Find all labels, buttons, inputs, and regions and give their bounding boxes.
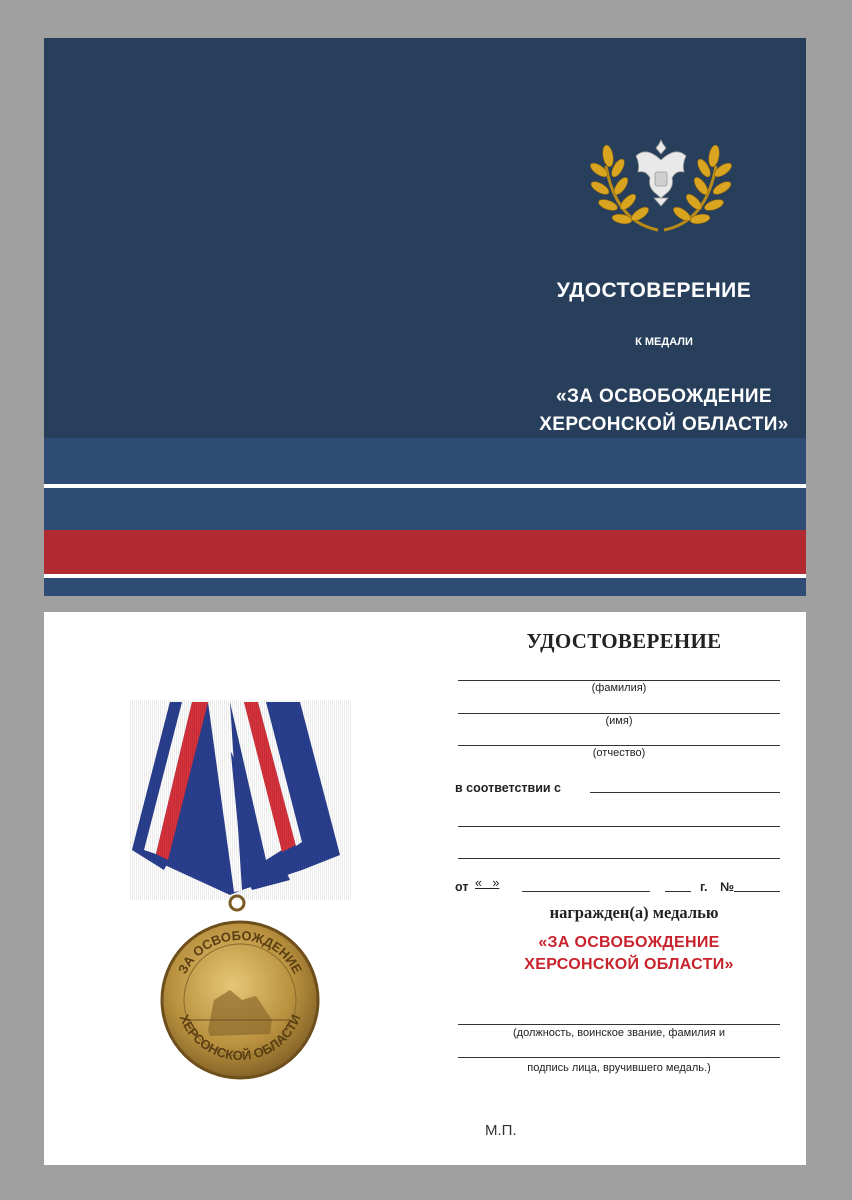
cover-medal-line2: ХЕРСОНСКОЙ ОБЛАСТИ»	[539, 414, 789, 435]
tricolor-stripes	[44, 438, 806, 596]
date-day-field[interactable]: « »	[475, 876, 500, 890]
date-prefix: от	[455, 880, 469, 894]
inner-medal-line1: «ЗА ОСВОБОЖДЕНИЕ	[538, 934, 720, 951]
cover-medal-line1: «ЗА ОСВОБОЖДЕНИЕ	[555, 386, 772, 407]
signer-line-2[interactable]	[458, 1057, 780, 1058]
surname-caption: (фамилия)	[591, 682, 647, 694]
medal-inscription-top: ЗА ОСВОБОЖДЕНИЕ	[174, 927, 306, 977]
inner-title: УДОСТОВЕРЕНИЕ	[526, 629, 722, 653]
name-caption: (имя)	[605, 715, 633, 727]
patronymic-line[interactable]	[458, 745, 780, 746]
according-to-line-3[interactable]	[458, 858, 780, 859]
certificate-cover	[44, 38, 806, 596]
stamp-place-label: М.П.	[485, 1122, 517, 1139]
signer-caption-2: подпись лица, вручившего медаль.)	[527, 1062, 711, 1074]
surname-line[interactable]	[458, 680, 780, 681]
date-year-line[interactable]	[665, 891, 691, 892]
cover-medal-name	[464, 383, 806, 439]
according-to-line-2[interactable]	[458, 826, 780, 827]
awarded-text: награжден(а) медалью	[549, 903, 719, 922]
inner-medal-line2: ХЕРСОНСКОЙ ОБЛАСТИ»	[524, 956, 734, 973]
number-line[interactable]	[734, 891, 780, 892]
patronymic-caption: (отчество)	[592, 747, 646, 759]
signer-caption-1: (должность, воинское звание, фамилия и	[512, 1027, 726, 1039]
cover-subtitle: К МЕДАЛИ	[635, 336, 693, 348]
white-stripe-top	[44, 484, 806, 488]
name-line[interactable]	[458, 713, 780, 714]
eagle-laurel-emblem-icon	[586, 126, 736, 238]
white-stripe-bottom	[44, 574, 806, 578]
medal-image	[130, 700, 352, 1100]
red-stripe	[44, 530, 806, 574]
cover-title: УДОСТОВЕРЕНИЕ	[556, 279, 752, 302]
according-to-line[interactable]	[590, 792, 780, 793]
inner-medal-name	[444, 932, 806, 976]
signer-line-1[interactable]	[458, 1024, 780, 1025]
according-to-label: в соответствии с	[455, 781, 562, 795]
medal-inscription-bottom: ХЕРСОНСКОЙ ОБЛАСТИ	[176, 1012, 304, 1064]
date-month-line[interactable]	[522, 891, 650, 892]
number-sign: №	[720, 880, 734, 894]
certificate-inner-page	[44, 612, 806, 1165]
year-suffix: г.	[700, 880, 708, 894]
